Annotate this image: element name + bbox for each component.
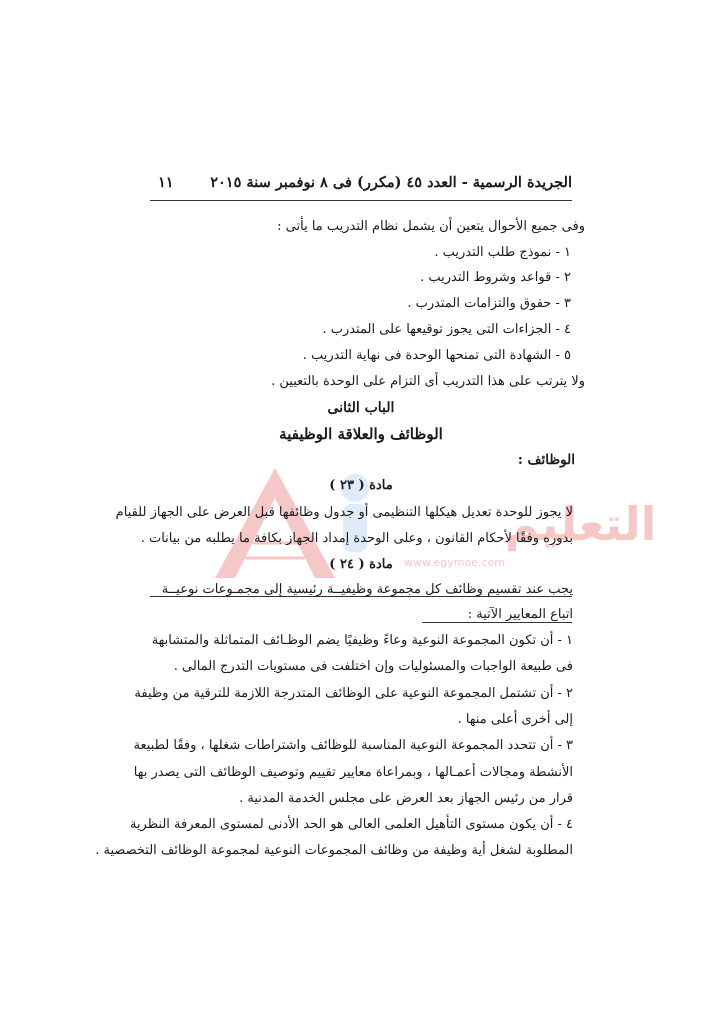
page-header	[150, 172, 572, 194]
list-item: ٤ - الجزاءات التى يجوز توقيعها على المتدرب .	[322, 322, 571, 337]
article-23-line: لا يجوز للوحدة تعديل هيكلها التنظيمى أو جدول وظائفها قبل العرض على الجهاز للقيام	[115, 505, 573, 520]
page-number: ١١	[158, 174, 174, 191]
article-24-line: المطلوبة لشغل أية وظيفة من وظائف المجموعات النوعية لمجموعة الوظائف التخصصية .	[95, 843, 573, 858]
article-24-line: فى طبيعة الواجبات والمسئوليات وإن اختلفت فى مستويات التدرج المالى .	[173, 659, 573, 674]
watermark-name: التعليم	[505, 497, 657, 551]
article-23-heading: مادة ( ٢٣ )	[329, 478, 393, 493]
list-item: ٢ - قواعد وشروط التدريب .	[420, 270, 571, 285]
intro-paragraph: وفى جميع الأحوال يتعين أن يشمل نظام التدريب ما يأتى :	[277, 219, 585, 234]
article-24-line: اتباع المعايير الآتية :	[467, 607, 573, 622]
article-23-line: بدوره وفقًا لأحكام القانون ، وعلى الوحدة إمداد الجهاز بكافة ما يطلبه من بيانات .	[140, 531, 573, 546]
list-item: ٣ - حقوق والتزامات المتدرب .	[407, 296, 571, 311]
watermark-url: www.egymoe.com	[404, 556, 505, 569]
closing-paragraph: ولا يترتب على هذا التدريب أى التزام على الوحدة بالتعيين .	[271, 374, 585, 389]
article-24-line: قرار من رئيس الجهاز بعد العرض على مجلس الخدمة المدنية .	[239, 791, 573, 806]
list-item: ٥ - الشهادة التى تمنحها الوحدة فى نهاية التدريب .	[302, 348, 571, 363]
article-24-line: إلى أخرى أعلى منها .	[457, 712, 573, 727]
header-title: الجريدة الرسمية - العدد ٤٥ (مكرر) فى ٨ نوفمبر سنة ٢٠١٥	[210, 174, 572, 191]
article-24-line: يجب عند تقسيم وظائف كل مجموعة وظيفيــة رئيسية إلى مجمـوعات نوعيــة	[161, 582, 573, 597]
chapter-subtitle: الوظائف والعلاقة الوظيفية	[279, 425, 443, 443]
text-underline	[422, 622, 572, 623]
article-24-line: الأنشطة ومجالات أعمـالها ، وبمراعاة معايير تقييم وتوصيف الوظائف التى يصدر بها	[133, 765, 573, 780]
article-24-line: ٤ - أن يكون مستوى التأهيل العلمى العالى هو الحد الأدنى لمستوى المعرفة النظرية	[129, 817, 573, 832]
article-24-line: ١ - أن تكون المجموعة النوعية وعاءً وظيفيًا يضم الوظـائف المتماثلة والمتشابهة	[151, 633, 573, 648]
section-label: الوظائف :	[517, 452, 575, 468]
text-underline	[150, 596, 572, 597]
chapter-title: الباب الثانى	[327, 400, 395, 416]
header-rule	[150, 200, 572, 201]
article-24-heading: مادة ( ٢٤ )	[329, 557, 393, 572]
article-24-line: ٣ - أن تتحدد المجموعة النوعية المناسبة للوظائف واشتراطات شغلها ، وفقًا لطبيعة	[133, 738, 573, 753]
list-item: ١ - نموذج طلب التدريب .	[434, 245, 571, 260]
article-24-line: ٢ - أن تشتمل المجموعة النوعية على الوظائف المتدرجة اللازمة للترقية من وظيفة	[134, 686, 573, 701]
